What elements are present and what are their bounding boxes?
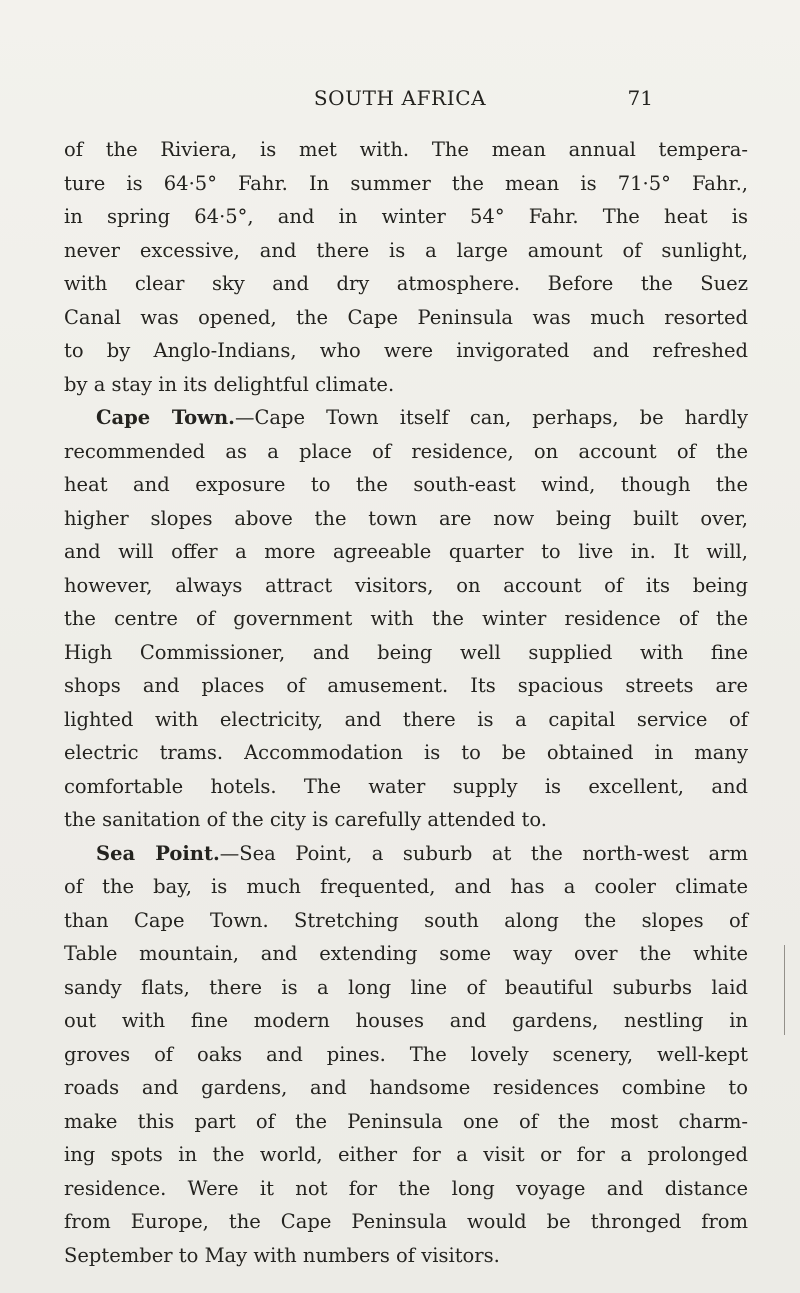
- line-text: out with fine modern houses and gardens, nestling in: [64, 1009, 748, 1032]
- text-line: [64, 435, 748, 469]
- running-head-title: SOUTH AFRICA: [313, 86, 487, 110]
- line-text: residence. Were it not for the long voyage and distance: [64, 1176, 748, 1200]
- line-text: heat and exposure to the south-east wind, though the: [64, 473, 748, 496]
- line-text: High Commissioner, and being well supplied with fine: [64, 640, 748, 664]
- text-line: [64, 870, 748, 904]
- line-text: make this part of the Peninsula one of the most charm-: [64, 1109, 748, 1133]
- text-line: [64, 133, 748, 167]
- text-line: [64, 200, 748, 234]
- line-text: in spring 64·5°, and in winter 54° Fahr. The heat is: [64, 205, 748, 228]
- line-text: than Cape Town. Stretching south along the slopes of: [64, 908, 748, 932]
- line-text: electric trams. Accommodation is to be obtained in many: [64, 741, 748, 764]
- text-line: [64, 267, 748, 301]
- line-text: —Cape Town itself can, perhaps, be hardly: [234, 406, 748, 429]
- line-text: roads and gardens, and handsome residences combine to: [64, 1076, 748, 1099]
- line-text: recommended as a place of residence, on account of the: [64, 439, 748, 463]
- line-text: the sanitation of the city is carefully attended to.: [64, 808, 547, 831]
- text-line: [64, 569, 748, 603]
- line-text: with clear sky and dry atmosphere. Before the Suez: [64, 272, 748, 295]
- line-text: —Sea Point, a suburb at the north-west arm: [219, 841, 748, 865]
- line-text: groves of oaks and pines. The lovely scenery, well-kept: [64, 1042, 748, 1066]
- text-line: [64, 502, 748, 536]
- text-line: [64, 602, 748, 636]
- line-text: sandy flats, there is a long line of beautiful suburbs laid: [64, 975, 748, 999]
- line-text: to by Anglo-Indians, who were invigorated and refreshed: [64, 339, 748, 362]
- line-text: the centre of government with the winter residence of the: [64, 607, 748, 630]
- line-text: shops and places of amusement. Its spacious streets are: [64, 674, 748, 697]
- line-text: September to May with numbers of visitors.: [64, 1243, 500, 1267]
- text-line: [64, 234, 748, 268]
- text-line: [64, 1071, 748, 1105]
- running-head: [0, 86, 800, 116]
- text-line: [64, 301, 748, 335]
- text-line: [64, 1138, 748, 1172]
- line-text: however, always attract visitors, on account of its being: [64, 573, 748, 597]
- text-line: [64, 770, 748, 804]
- line-text: by a stay in its delightful climate.: [64, 372, 395, 396]
- line-text: lighted with electricity, and there is a capital service of: [64, 707, 748, 731]
- line-text: of the bay, is much frequented, and has a cooler climate: [64, 875, 748, 898]
- line-text: and will offer a more agreeable quarter to live in. It will,: [64, 540, 748, 563]
- text-line: [64, 703, 748, 737]
- text-line: [64, 468, 748, 502]
- text-line: [64, 1004, 748, 1038]
- line-text: never excessive, and there is a large amount of sunlight,: [64, 238, 748, 262]
- margin-mark: [772, 945, 785, 1035]
- line-text: Canal was opened, the Cape Peninsula was much resorted: [64, 305, 748, 329]
- section-heading: Cape Town.: [96, 406, 235, 429]
- page-number: 71: [627, 86, 653, 110]
- text-line: [64, 535, 748, 569]
- text-line: [64, 669, 748, 703]
- line-text: ture is 64·5° Fahr. In summer the mean is 71·5° Fahr.,: [64, 171, 748, 195]
- line-text: higher slopes above the town are now being built over,: [64, 506, 748, 530]
- text-line: [64, 1239, 748, 1273]
- text-line: [64, 334, 748, 368]
- text-line: [64, 1105, 748, 1139]
- text-line: [64, 1205, 748, 1239]
- text-line: [64, 803, 748, 837]
- text-line: [64, 167, 748, 201]
- text-line: [64, 1038, 748, 1072]
- line-text: of the Riviera, is met with. The mean annual tempera-: [64, 138, 748, 161]
- text-line: [64, 837, 748, 871]
- line-text: from Europe, the Cape Peninsula would be thronged from: [64, 1210, 748, 1233]
- text-line: [64, 1172, 748, 1206]
- text-line: [64, 971, 748, 1005]
- section-heading: Sea Point.: [96, 841, 220, 865]
- text-line: [64, 904, 748, 938]
- line-text: ing spots in the world, either for a visit or for a prolonged: [64, 1143, 748, 1166]
- line-text: comfortable hotels. The water supply is excellent, and: [64, 774, 748, 798]
- text-line: [64, 636, 748, 670]
- line-text: Table mountain, and extending some way over the white: [64, 942, 748, 965]
- text-line: [64, 937, 748, 971]
- text-line: [64, 368, 748, 402]
- body-text: [64, 133, 748, 1272]
- text-line: [64, 736, 748, 770]
- text-line: [64, 401, 748, 435]
